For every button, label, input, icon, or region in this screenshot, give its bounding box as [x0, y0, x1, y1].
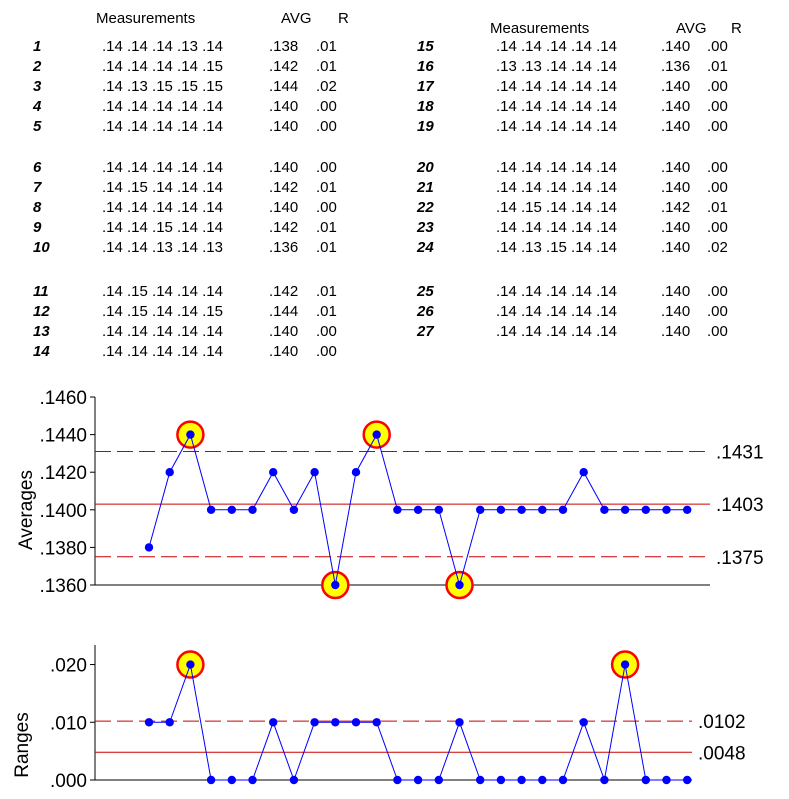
- row-average: .140: [269, 323, 299, 340]
- row-average: .136: [269, 239, 299, 256]
- data-point: [642, 506, 650, 514]
- data-point: [331, 718, 339, 726]
- row-average: .140: [661, 38, 691, 55]
- row-range: .01: [316, 58, 337, 75]
- row-number: 27: [417, 323, 434, 340]
- control-line-label: .1431: [716, 442, 764, 464]
- data-point: [662, 506, 670, 514]
- row-number: 22: [417, 199, 434, 216]
- row-range: .00: [316, 98, 337, 115]
- y-tick-label: .010: [50, 713, 87, 735]
- data-point: [538, 506, 546, 514]
- right-header-measurements: Measurements: [490, 20, 590, 37]
- row-number: 4: [33, 98, 42, 115]
- row-range: .00: [707, 98, 728, 115]
- row-number: 13: [33, 323, 50, 340]
- data-point: [538, 776, 546, 784]
- data-point: [228, 506, 236, 514]
- data-point: [517, 776, 525, 784]
- row-average: .140: [269, 118, 299, 135]
- row-range: .01: [707, 199, 728, 216]
- data-point: [559, 506, 567, 514]
- row-number: 21: [417, 179, 434, 196]
- row-range: .01: [316, 239, 337, 256]
- row-range: .00: [707, 159, 728, 176]
- row-range: .00: [316, 323, 337, 340]
- data-point: [683, 776, 691, 784]
- row-measurements: .14 .14 .14 .14 .14: [496, 98, 617, 115]
- y-tick-label: .1400: [39, 500, 87, 522]
- row-measurements: .14 .15 .14 .14 .14: [496, 199, 617, 216]
- row-measurements: .14 .14 .14 .14 .15: [102, 58, 223, 75]
- row-average: .144: [269, 303, 299, 320]
- row-range: .00: [316, 159, 337, 176]
- data-point: [662, 776, 670, 784]
- row-range: .01: [316, 179, 337, 196]
- y-axis-title: Averages: [16, 470, 37, 550]
- data-point: [393, 776, 401, 784]
- data-point: [435, 506, 443, 514]
- row-number: 6: [33, 159, 42, 176]
- data-point: [373, 718, 381, 726]
- row-measurements: .14 .14 .14 .14 .14: [102, 343, 223, 360]
- data-point: [331, 581, 339, 589]
- left-header-measurements: Measurements: [96, 10, 196, 27]
- row-measurements: .14 .14 .14 .14 .14: [102, 159, 223, 176]
- row-average: .142: [269, 58, 299, 75]
- right-header-avg: AVG: [676, 20, 707, 37]
- row-range: .02: [316, 78, 337, 95]
- series-line: [149, 665, 687, 780]
- row-range: .01: [316, 219, 337, 236]
- row-average: .140: [661, 179, 691, 196]
- row-measurements: .14 .14 .13 .14 .13: [102, 239, 223, 256]
- row-average: .144: [269, 78, 299, 95]
- data-point: [352, 718, 360, 726]
- data-point: [145, 543, 153, 551]
- row-number: 19: [417, 118, 434, 135]
- row-range: .00: [707, 179, 728, 196]
- row-average: .142: [269, 179, 299, 196]
- row-measurements: .14 .14 .14 .14 .14: [496, 78, 617, 95]
- row-measurements: .14 .15 .14 .14 .14: [102, 283, 223, 300]
- row-range: .01: [316, 303, 337, 320]
- row-number: 11: [33, 283, 49, 300]
- data-point: [373, 430, 381, 438]
- data-point: [186, 430, 194, 438]
- data-point: [455, 581, 463, 589]
- data-point: [414, 506, 422, 514]
- data-point: [414, 776, 422, 784]
- row-range: .00: [707, 78, 728, 95]
- row-measurements: .14 .14 .14 .14 .14: [102, 118, 223, 135]
- y-tick-label: .1380: [39, 538, 87, 560]
- data-point: [476, 776, 484, 784]
- row-number: 2: [33, 58, 42, 75]
- row-average: .140: [269, 343, 299, 360]
- data-point: [186, 660, 194, 668]
- data-point: [352, 468, 360, 476]
- y-tick-label: .000: [50, 771, 87, 792]
- row-number: 5: [33, 118, 42, 135]
- row-measurements: .14 .15 .14 .14 .15: [102, 303, 223, 320]
- row-number: 17: [417, 78, 434, 95]
- row-average: .142: [269, 283, 299, 300]
- row-average: .140: [269, 98, 299, 115]
- data-point: [248, 776, 256, 784]
- row-measurements: .14 .14 .14 .14 .14: [102, 98, 223, 115]
- data-point: [310, 718, 318, 726]
- data-point: [310, 468, 318, 476]
- row-range: .00: [316, 199, 337, 216]
- control-line-label: .1375: [716, 547, 764, 569]
- row-measurements: .14 .13 .15 .15 .15: [102, 78, 223, 95]
- row-number: 9: [33, 219, 42, 236]
- data-point: [580, 718, 588, 726]
- row-range: .01: [707, 58, 728, 75]
- data-point: [600, 776, 608, 784]
- row-range: .00: [707, 323, 728, 340]
- row-number: 16: [417, 58, 434, 75]
- row-measurements: .14 .14 .14 .14 .14: [102, 323, 223, 340]
- row-measurements: .14 .14 .15 .14 .14: [102, 219, 223, 236]
- row-measurements: .14 .14 .14 .14 .14: [496, 118, 617, 135]
- y-tick-label: .1420: [39, 463, 87, 485]
- row-number: 26: [417, 303, 434, 320]
- row-number: 7: [33, 179, 42, 196]
- row-range: .01: [316, 38, 337, 55]
- row-measurements: .14 .14 .14 .14 .14: [496, 159, 617, 176]
- data-point: [683, 506, 691, 514]
- data-point: [642, 776, 650, 784]
- data-point: [269, 718, 277, 726]
- row-average: .140: [661, 98, 691, 115]
- right-header-r: R: [731, 20, 742, 37]
- y-tick-label: .1360: [39, 576, 87, 597]
- data-point: [393, 506, 401, 514]
- row-average: .138: [269, 38, 299, 55]
- row-average: .140: [661, 303, 691, 320]
- row-range: .00: [707, 303, 728, 320]
- row-average: .140: [269, 199, 299, 216]
- row-range: .00: [316, 343, 337, 360]
- row-measurements: .14 .14 .14 .14 .14: [102, 199, 223, 216]
- data-point: [580, 468, 588, 476]
- row-range: .00: [707, 38, 728, 55]
- row-range: .01: [316, 283, 337, 300]
- row-measurements: .14 .14 .14 .13 .14: [102, 38, 223, 55]
- row-range: .00: [707, 219, 728, 236]
- row-number: 8: [33, 199, 42, 216]
- data-point: [228, 776, 236, 784]
- left-header-r: R: [338, 10, 349, 27]
- data-point: [290, 776, 298, 784]
- data-point: [559, 776, 567, 784]
- row-measurements: .13 .13 .14 .14 .14: [496, 58, 617, 75]
- row-number: 18: [417, 98, 434, 115]
- row-number: 24: [417, 239, 434, 256]
- row-range: .00: [707, 283, 728, 300]
- row-number: 12: [33, 303, 50, 320]
- data-point: [248, 506, 256, 514]
- y-axis-title: Ranges: [12, 712, 33, 778]
- row-measurements: .14 .14 .14 .14 .14: [496, 179, 617, 196]
- row-average: .140: [661, 159, 691, 176]
- data-point: [621, 660, 629, 668]
- data-point: [497, 506, 505, 514]
- data-point: [455, 718, 463, 726]
- row-number: 1: [33, 38, 42, 55]
- row-number: 3: [33, 78, 42, 95]
- left-header-avg: AVG: [281, 10, 312, 27]
- data-point: [207, 506, 215, 514]
- row-range: .00: [316, 118, 337, 135]
- data-point: [517, 506, 525, 514]
- row-average: .142: [661, 199, 691, 216]
- data-point: [435, 776, 443, 784]
- data-point: [166, 468, 174, 476]
- row-average: .140: [661, 323, 691, 340]
- control-line-label: .1403: [716, 495, 764, 517]
- row-average: .136: [661, 58, 691, 75]
- row-average: .140: [661, 283, 691, 300]
- row-number: 20: [417, 159, 434, 176]
- row-average: .140: [661, 78, 691, 95]
- row-number: 23: [417, 219, 434, 236]
- row-measurements: .14 .14 .14 .14 .14: [496, 283, 617, 300]
- data-point: [476, 506, 484, 514]
- row-average: .140: [661, 118, 691, 135]
- row-number: 14: [33, 343, 50, 360]
- data-point: [290, 506, 298, 514]
- row-measurements: .14 .14 .14 .14 .14: [496, 303, 617, 320]
- data-point: [497, 776, 505, 784]
- row-average: .142: [269, 219, 299, 236]
- control-line-label: .0048: [698, 743, 746, 765]
- row-measurements: .14 .14 .14 .14 .14: [496, 323, 617, 340]
- data-point: [145, 718, 153, 726]
- control-line-label: .0102: [698, 712, 746, 734]
- row-measurements: .14 .14 .14 .14 .14: [496, 38, 617, 55]
- data-point: [269, 468, 277, 476]
- row-measurements: .14 .13 .15 .14 .14: [496, 239, 617, 256]
- row-number: 25: [417, 283, 434, 300]
- y-tick-label: .1440: [39, 425, 87, 447]
- row-range: .02: [707, 239, 728, 256]
- row-number: 10: [33, 239, 50, 256]
- row-average: .140: [661, 239, 691, 256]
- data-point: [621, 506, 629, 514]
- row-average: .140: [269, 159, 299, 176]
- data-point: [600, 506, 608, 514]
- y-tick-label: .020: [50, 655, 87, 677]
- row-number: 15: [417, 38, 434, 55]
- row-average: .140: [661, 219, 691, 236]
- row-range: .00: [707, 118, 728, 135]
- y-tick-label: .1460: [39, 388, 87, 409]
- row-measurements: .14 .14 .14 .14 .14: [496, 219, 617, 236]
- data-point: [166, 718, 174, 726]
- row-measurements: .14 .15 .14 .14 .14: [102, 179, 223, 196]
- data-point: [207, 776, 215, 784]
